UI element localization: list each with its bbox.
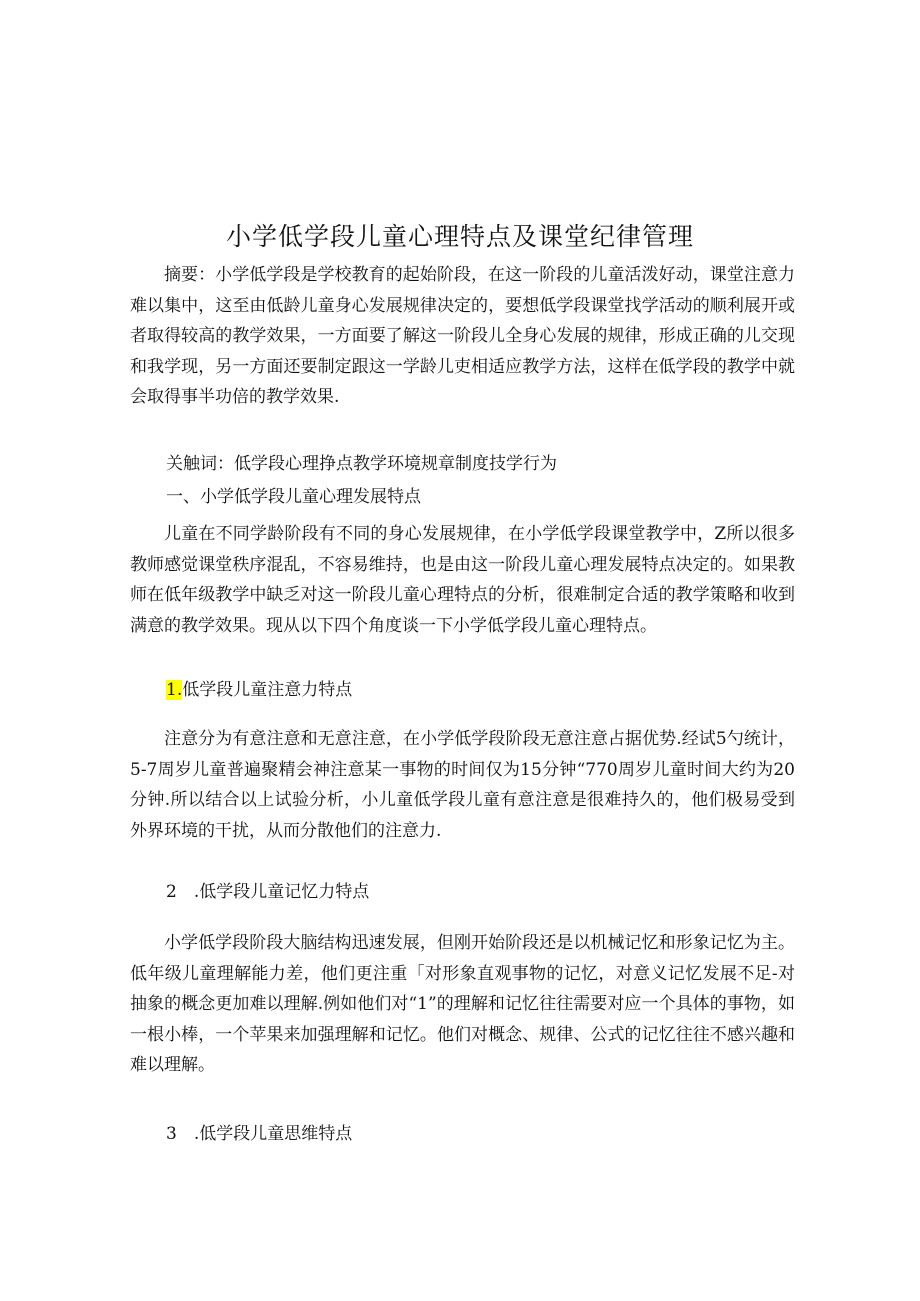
subsection-heading-1 <box>166 676 352 704</box>
section-body-paragraph: 儿童在不同学龄阶段有不同的身心发展规律，在小学低学段课堂教学中，Z所以很多教师感觉课堂秩序混乱，不容易维持，也是由这一阶段儿童心理发展特点决定的。如果教师在低年级教学中缺乏对这一阶段儿童心理特点的分析，很难制定合适的教学策略和收到满意的教学效果。现从以下四个角度谈一下小学低学段儿童心理特点。 <box>130 524 795 636</box>
keywords-line: 关触词：低学段心理挣点教学环境规章制度技学行为 <box>166 454 557 474</box>
attention-paragraph: 注意分为有意注意和无意注意，在小学低学段阶段无意注意占据优势.经试5勺统计，5-7周岁儿童普遍聚精会神注意某一事物的时间仅为15分钟“770周岁儿童时间大约为20分钟.所以结合以上试验分析，小儿童低学段儿童有意注意是很难持久的，他们极易受到外界环境的干扰，从而分散他们的注意力. <box>130 729 795 841</box>
subsection-heading-2: 2 .低学段儿童记忆力特点 <box>166 882 370 902</box>
memory-paragraph: 小学低学段阶段大脑结构迅速发展，但刚开始阶段还是以机械记忆和形象记忆为主。低年级儿童理解能力差，他们更注重「对形象直观事物的记忆，对意义记忆发展不足-对抽象的概念更加难以理解.例如他们对“1”的理解和记忆往往需要对应一个具体的事物，如一根小棒，一个苹果来加强理解和记忆。他们对概念、规律、公式的记忆往往不感兴趣和难以理解。 <box>130 933 795 1075</box>
section-heading: 一、小学低学段儿童心理发展特点 <box>166 487 421 507</box>
subsection-heading-3: 3 .低学段儿童思维特点 <box>166 1124 353 1144</box>
document-title: 小学低学段儿童心理特点及课堂纪律管理 <box>225 222 694 251</box>
abstract-paragraph: 摘要：小学低学段是学校教育的起始阶段，在这一阶段的儿童活泼好动，课堂注意力难以集中，这至由低龄儿童身心发展规律决定的，要想低学段课堂找学活动的顺利展开或者取得较高的教学效果，一方面要了解这一阶段儿全身心发展的规律，形成正确的儿交现和我学现，另一方面还要制定跟这一学龄儿吏相适应教学方法，这样在低学段的教学中就会取得事半功倍的教学效果. <box>130 265 795 407</box>
subsection-heading-1-text: 低学段儿童注意力特点 <box>182 680 353 700</box>
highlighted-number: 1. <box>166 680 183 700</box>
